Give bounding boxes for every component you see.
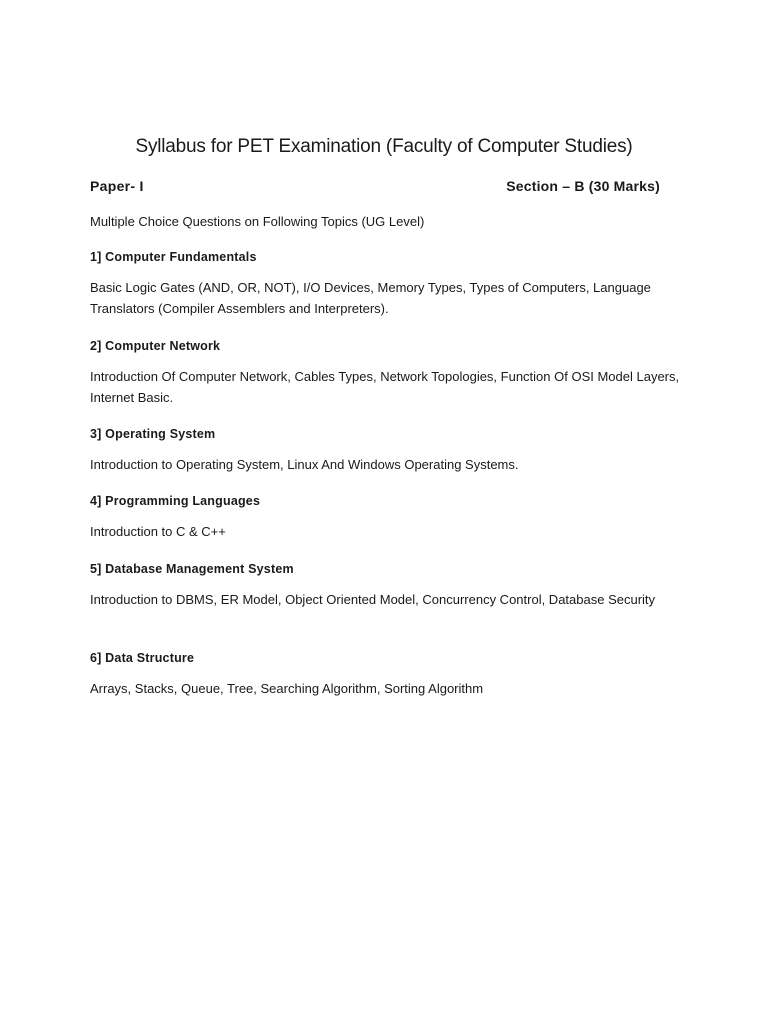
topic-body: Arrays, Stacks, Queue, Tree, Searching Algorithm, Sorting Algorithm [90, 681, 484, 696]
topic-body: Introduction Of Computer Network, Cables Types, Network Topologies, Function Of OSI Model Layers, Internet Basic. [90, 369, 680, 405]
topic-heading: 1] Computer Fundamentals [90, 250, 257, 264]
topic-data-structure [90, 651, 690, 700]
topic-body: Introduction to Operating System, Linux And Windows Operating Systems. [90, 457, 519, 472]
topic-programming-languages [90, 494, 690, 543]
topic-database-management-system [90, 562, 690, 611]
topic-operating-system [90, 427, 690, 476]
topic-computer-network [90, 339, 690, 408]
topic-computer-fundamentals [90, 250, 690, 319]
intro-text: Multiple Choice Questions on Following Topics (UG Level) [90, 214, 425, 229]
document-title: Syllabus for PET Examination (Faculty of Computer Studies) [135, 136, 633, 157]
topic-body: Basic Logic Gates (AND, OR, NOT), I/O Devices, Memory Types, Types of Computers, Language Translators (Compiler Assemblers and Interpreters). [90, 280, 651, 316]
topic-heading: 3] Operating System [90, 427, 216, 441]
topic-heading: 2] Computer Network [90, 339, 221, 353]
section-label: Section – B (30 Marks) [506, 178, 660, 194]
topic-body: Introduction to C & C++ [90, 524, 226, 539]
paper-label: Paper- I [90, 178, 144, 194]
topic-body: Introduction to DBMS, ER Model, Object Oriented Model, Concurrency Control, Database Security [90, 592, 656, 607]
topic-heading: 6] Data Structure [90, 651, 195, 665]
paper-section-row [90, 178, 660, 198]
topic-heading: 5] Database Management System [90, 562, 294, 576]
topic-heading: 4] Programming Languages [90, 494, 261, 508]
